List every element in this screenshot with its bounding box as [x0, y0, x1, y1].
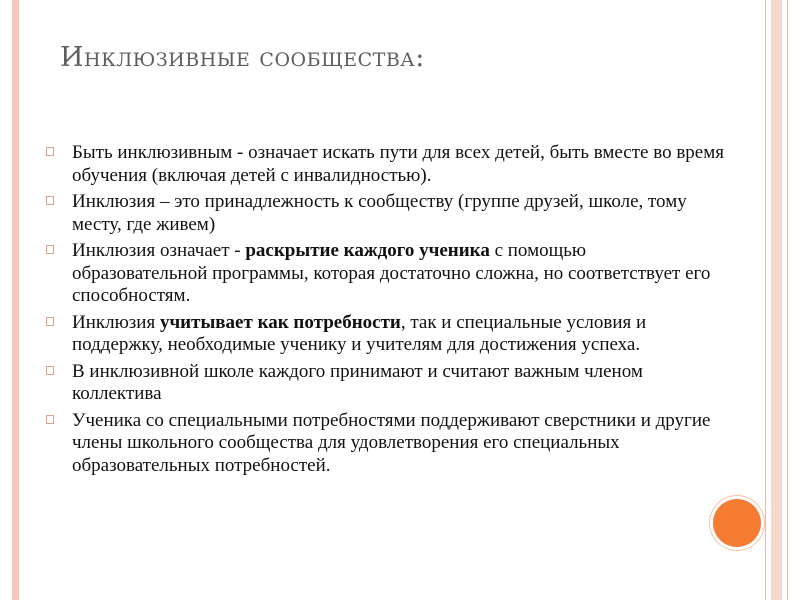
bullet-text-part: с помощью образовательной программы, которая достаточно сложна, но соответствует его способностям.: [72, 240, 711, 306]
bullet-marker-icon: [46, 196, 56, 207]
bullet-text-part: В инклюзивной школе каждого принимают и считают важным членом коллектива: [72, 360, 643, 404]
bullet-text-bold: учитывает как потребности: [159, 311, 401, 333]
bullet-marker-icon: [46, 245, 56, 256]
bullet-marker-icon: [46, 415, 56, 426]
bullet-text-part: Быть инклюзивным - означает искать пути для всех детей, быть вместе во время обучения (включая детей с инвалидностью).: [72, 142, 724, 186]
bullet-text: [72, 240, 726, 308]
right-frame-stripe: [771, 0, 782, 600]
bullet-text-part: Инклюзия – это принадлежность к сообществу (группе друзей, школе, тому месту, где живем): [72, 191, 687, 235]
bullet-text-bold: раскрытие каждого ученика: [245, 240, 490, 261]
bullet-list: [46, 142, 726, 481]
bullet-item-6: [46, 410, 726, 478]
bullet-marker-icon: [46, 366, 56, 377]
orange-circle-icon: [713, 499, 761, 547]
bullet-text-part: , так и специальные условия и поддержку, необходимые ученику и учителям для достижения успеха.: [72, 311, 647, 355]
bullet-text-part: Инклюзия: [72, 311, 160, 333]
bullet-text: [72, 312, 726, 357]
left-frame-stripe: [12, 0, 19, 600]
slide-title: Инклюзивные сообщества:: [60, 42, 425, 73]
bullet-text-part: Ученика со специальными потребностями поддерживают сверстники и другие члены школьного сообщества для удовлетворения его специальных образовательных потребностей.: [72, 409, 711, 476]
bullet-item-1: [46, 142, 726, 187]
bullet-text: [72, 410, 726, 478]
bullet-text: [72, 142, 726, 187]
bullet-item-3: [46, 240, 726, 308]
bullet-item-2: [46, 191, 726, 236]
bullet-item-5: [46, 361, 726, 406]
bullet-text-part: Инклюзия означает -: [72, 240, 246, 261]
bullet-text: [72, 361, 726, 406]
bullet-item-4: [46, 312, 726, 357]
bullet-marker-icon: [46, 317, 56, 328]
bullet-text: [72, 191, 726, 236]
bullet-marker-icon: [46, 147, 56, 158]
